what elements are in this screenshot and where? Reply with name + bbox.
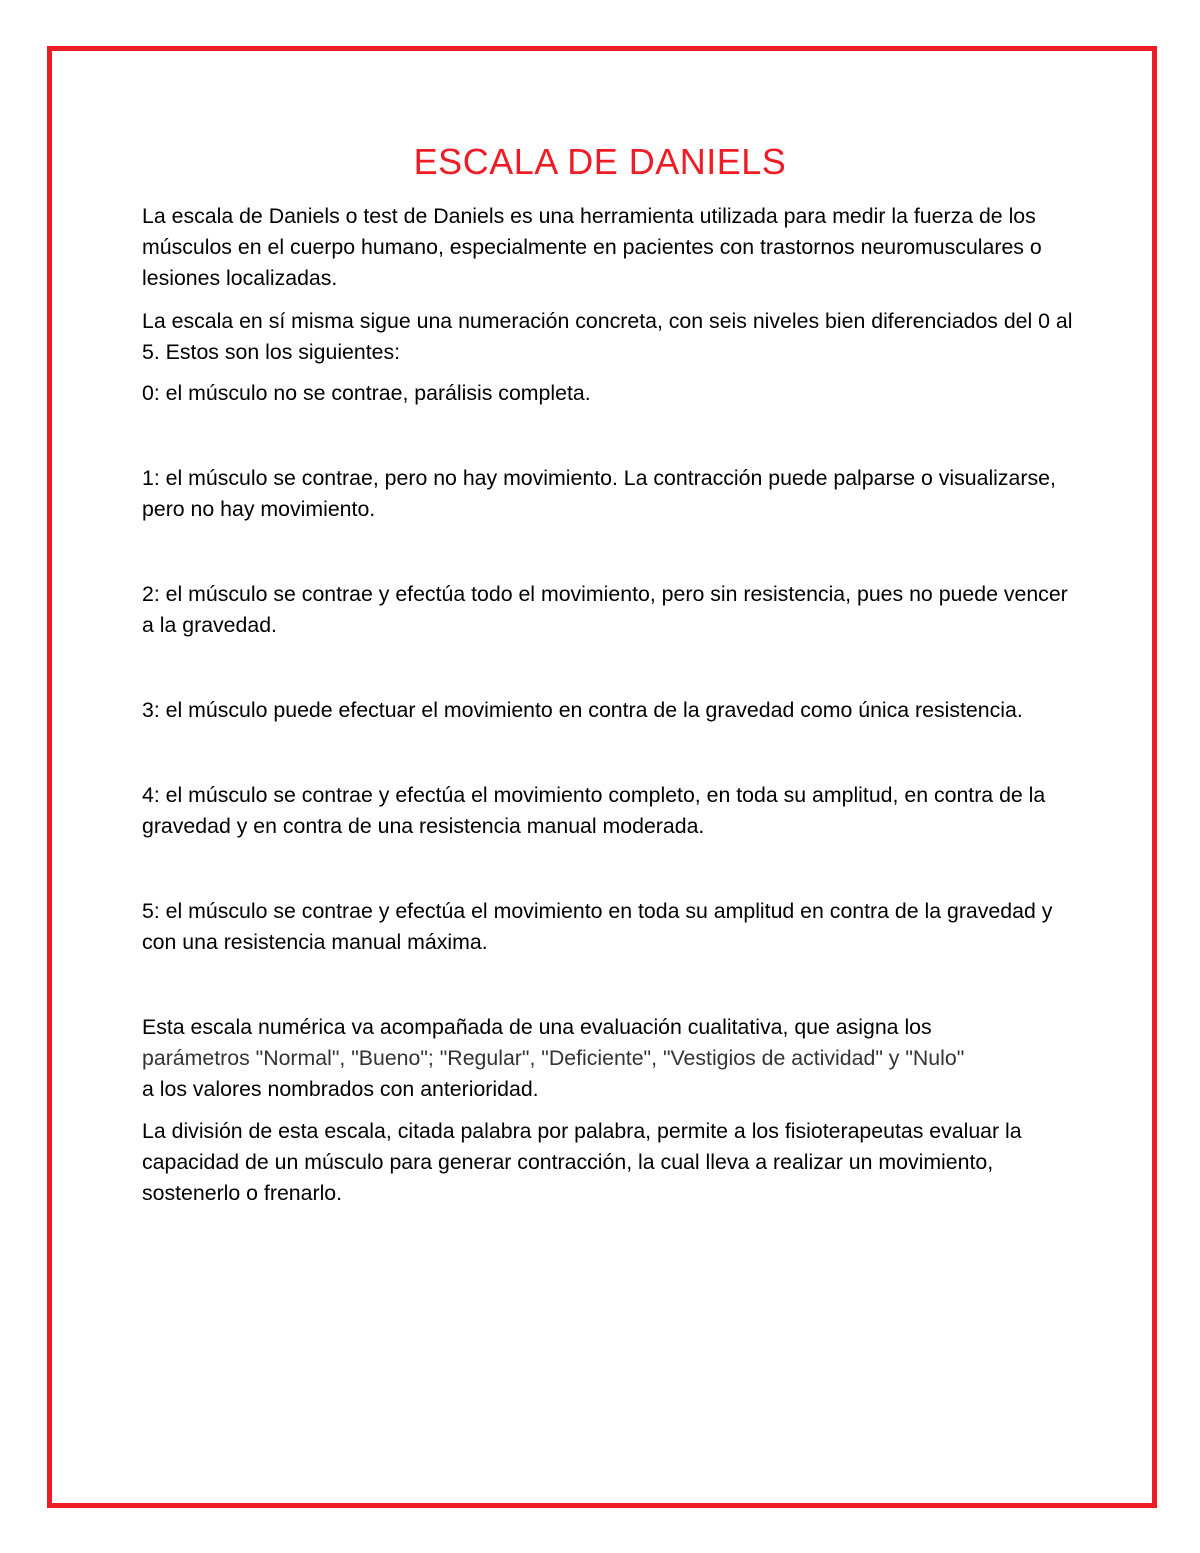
- level-3-paragraph: 3: el músculo puede efectuar el movimiento en contra de la gravedad como única resistencia.: [142, 698, 1023, 722]
- level-0-paragraph: 0: el músculo no se contrae, parálisis completa.: [142, 381, 591, 405]
- level-2-paragraph: 2: el músculo se contrae y efectúa todo el movimiento, pero sin resistencia, pues no puede vencer a la gravedad.: [142, 582, 1068, 637]
- document-title: ESCALA DE DANIELS: [413, 141, 787, 182]
- scale-description-paragraph: La escala en sí misma sigue una numeración concreta, con seis niveles bien diferenciados del 0 al 5. Estos son los siguientes:: [142, 309, 1073, 364]
- intro-paragraph: La escala de Daniels o test de Daniels es una herramienta utilizada para medir la fuerza de los músculos en el cuerpo humano, especialmente en pacientes con trastornos neuromusculares o lesiones localizadas.: [142, 204, 1042, 290]
- qualitative-line-2: parámetros "Normal", "Bueno"; "Regular", "Deficiente", "Vestigios de actividad" y "Nulo": [142, 1046, 965, 1070]
- level-1-paragraph: 1: el músculo se contrae, pero no hay movimiento. La contracción puede palparse o visualizarse, pero no hay movimiento.: [142, 466, 1056, 521]
- level-4-paragraph: 4: el músculo se contrae y efectúa el movimiento completo, en toda su amplitud, en contra de la gravedad y en contra de una resistencia manual moderada.: [142, 783, 1046, 838]
- document-body: [142, 201, 1082, 1209]
- qualitative-paragraph: [142, 1012, 1082, 1105]
- conclusion-paragraph: La división de esta escala, citada palabra por palabra, permite a los fisioterapeutas evaluar la capacidad de un músculo para generar contracción, la cual lleva a realizar un movimiento, sostenerlo o frenarlo.: [142, 1119, 1022, 1205]
- qualitative-line-1: Esta escala numérica va acompañada de una evaluación cualitativa, que asigna los: [142, 1015, 932, 1039]
- qualitative-line-3: a los valores nombrados con anterioridad.: [142, 1077, 539, 1101]
- level-5-paragraph: 5: el músculo se contrae y efectúa el movimiento en toda su amplitud en contra de la gravedad y con una resistencia manual máxima.: [142, 899, 1053, 954]
